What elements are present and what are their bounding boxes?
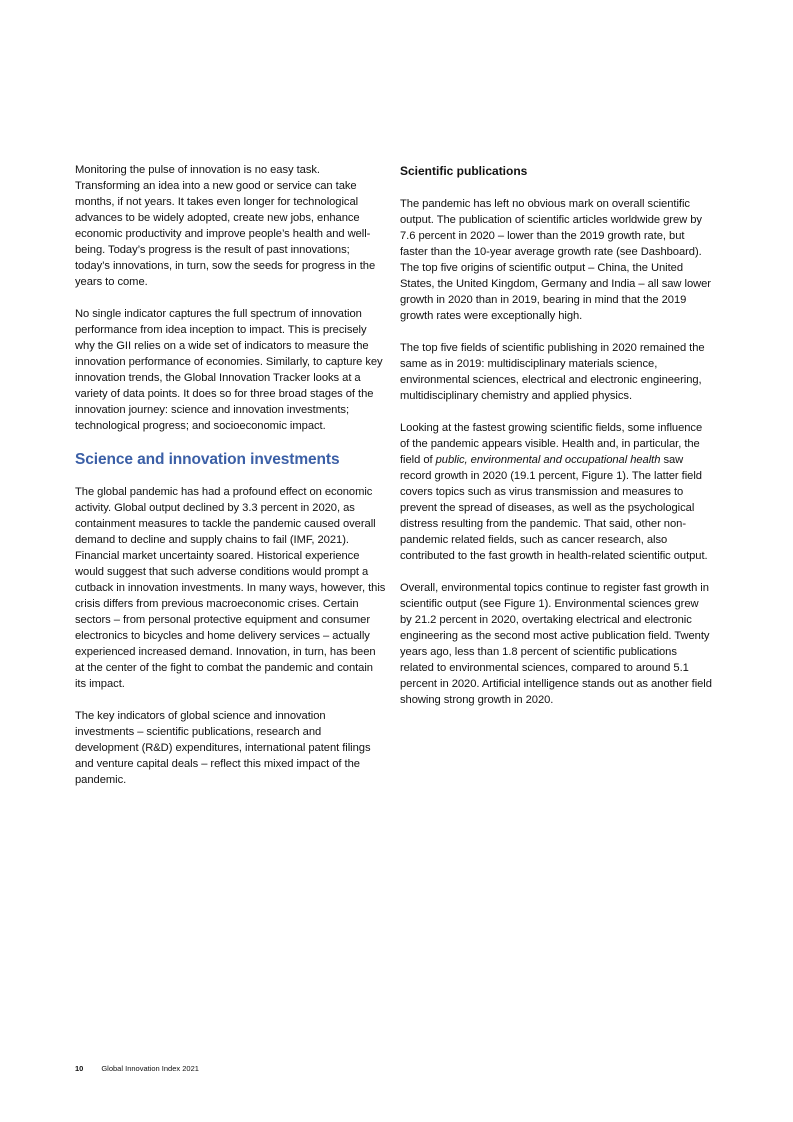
para3-end: saw record growth in 2020 (19.1 percent, Figure 1). The latter field covers topics such as virus transmission and measures to prevent the spread of diseases, as well as the psychological distress resulting from the pandemic. That said, other non-pandemic related fields, such as cancer research, also contributed to the fast growth in health-related scientific output. <box>400 454 708 562</box>
section-paragraph-1: The global pandemic has had a profound effect on economic activity. Global output declined by 3.3 percent in 2020, as containment measures to tackle the pandemic caused overall demand to decline and supply chains to fail (IMF, 2021). Financial market uncertainty soared. Historical experience would suggest that such adverse conditions would prompt a cutback in innovation investments. In many ways, however, this crisis differs from previous macroeconomic crises. Certain sectors – from personal protective equipment and consumer electronics to bicycles and home delivery services – actually experienced increased demand. Innovation, in turn, has been at the center of the fight to combat the pandemic and contain its impact. <box>75 486 386 690</box>
section-paragraph-2: The key indicators of global science and innovation investments – scientific publications, research and development (R&D) expenditures, international patent filings and venture capital deals – reflect this mixed impact of the pandemic. <box>75 710 371 786</box>
para3-italic-field: public, environmental and occupational health <box>435 454 661 466</box>
publication-title: Global Innovation Index 2021 <box>101 1064 199 1073</box>
para3-start: Looking at the fastest growing scientific fields, some influence of the pandemic appears visible. Health and, in particular, the field of <box>400 422 703 466</box>
publications-paragraph-4: Overall, environmental topics continue to register fast growth in scientific output (see Figure 1). Environmental sciences grew by 21.2 percent in 2020, overtaking electrical and electronic engineering as the second most active publication field. Twenty years ago, less than 1.8 percent of scientific publications related to environmental sciences, compared to around 5.1 percent in 2020. Artificial intelligence stands out as another field showing strong growth in 2020. <box>400 582 712 706</box>
right-column <box>400 162 712 724</box>
publications-paragraph-3 <box>400 420 712 564</box>
intro-paragraph-1: Monitoring the pulse of innovation is no easy task. Transforming an idea into a new good or service can take months, if not years. It takes even longer for technological advances to be widely adopted, create new jobs, enhance economic productivity and improve people’s health and well-being. Today’s progress is the result of past innovations; today’s innovations, in turn, sow the seeds for progress in the years to come. <box>75 164 376 288</box>
left-column <box>75 162 387 804</box>
sub-heading: Scientific publications <box>400 164 528 178</box>
publications-paragraph-1: The pandemic has left no obvious mark on overall scientific output. The publication of scientific articles worldwide grew by 7.6 percent in 2020 – lower than the 2019 growth rate, but faster than the 10-year average growth rate (see Dashboard). The top five origins of scientific output – China, the United States, the United Kingdom, Germany and India – all saw lower growth in 2020 than in 2019, bearing in mind that the 2019 growth rates were exceptionally high. <box>400 198 711 322</box>
intro-paragraph-2: No single indicator captures the full spectrum of innovation performance from idea inception to impact. This is precisely why the GII relies on a wide set of indicators to measure the innovation performance of economies. Similarly, to capture key innovation trends, the Global Innovation Tracker looks at a variety of data points. It does so for three broad stages of the innovation journey: science and innovation investments; technological progress; and socioeconomic impact. <box>75 308 383 432</box>
publications-paragraph-2: The top five fields of scientific publishing in 2020 remained the same as in 2019: multidisciplinary materials science, environmental sciences, electrical and electronic engineering, multidisciplinary chemistry and applied physics. <box>400 342 705 402</box>
section-heading: Science and innovation investments <box>75 451 340 468</box>
page-number: 10 <box>75 1064 84 1073</box>
page-footer <box>75 1063 199 1075</box>
